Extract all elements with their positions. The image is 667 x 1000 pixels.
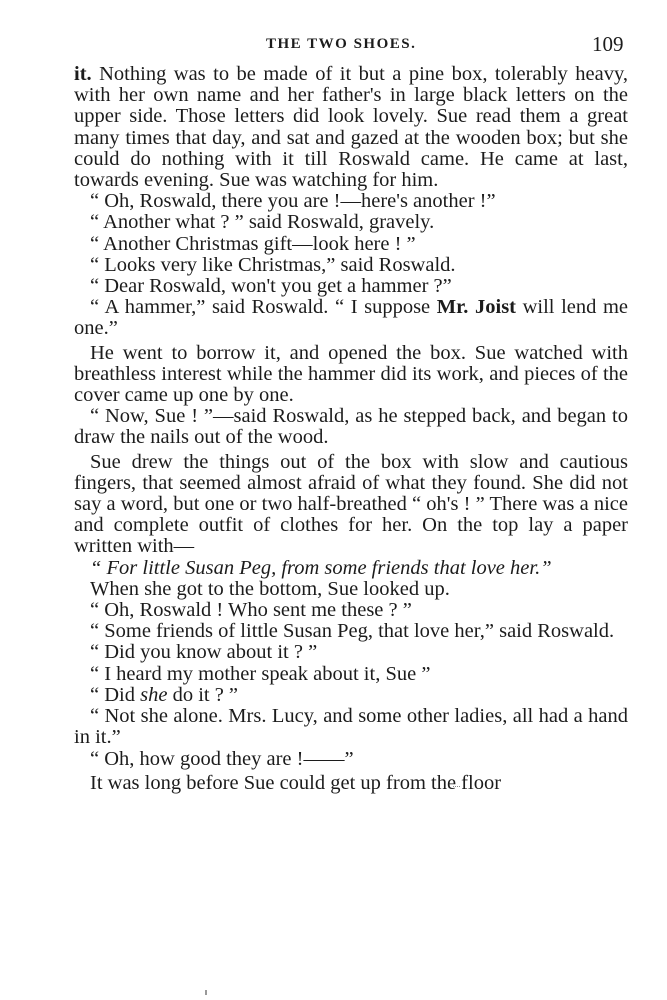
text-run: It was long before Sue could get up from the floor	[90, 771, 502, 794]
text-run: “ Not she alone. Mrs. Lucy, and some other ladies, all had a hand in it.”	[74, 705, 628, 749]
text-run: do it ? ”	[167, 683, 239, 706]
text-run: “ Oh, Roswald, there you are !—here's another !”	[90, 190, 496, 213]
paragraph	[74, 773, 628, 794]
paragraph	[74, 406, 628, 448]
bold-text: it.	[74, 63, 92, 85]
text-run: When she got to the bottom, Sue looked up.	[90, 577, 450, 600]
running-header-title: THE TWO SHOES.	[266, 36, 417, 52]
paragraph	[74, 297, 628, 339]
text-run: “ Did	[90, 683, 141, 706]
italic-text: “ For little Susan Peg, from some friends that love her.”	[90, 556, 552, 579]
italic-text: she	[140, 683, 168, 706]
page-number: 109	[592, 32, 624, 56]
paragraph	[74, 255, 628, 276]
paragraph	[74, 621, 628, 642]
paragraph	[74, 642, 628, 663]
text-run: “ Another Christmas gift—look here ! ”	[90, 232, 416, 255]
paragraph	[74, 558, 628, 579]
text-run: “ Now, Sue ! ”—said Roswald, as he stepped back, and began to draw the nails out of the wood.	[74, 405, 628, 449]
bold-text: Mr. Joist	[436, 296, 517, 319]
print-speck	[205, 990, 207, 995]
text-run: “ Oh, Roswald ! Who sent me these ? ”	[90, 599, 412, 622]
paragraph	[74, 234, 628, 255]
paragraph	[74, 191, 628, 212]
body-text	[74, 64, 628, 794]
print-speck	[453, 786, 460, 789]
paragraph	[74, 452, 628, 558]
text-run: “ Did you know about it ? ”	[90, 641, 318, 664]
text-run: He went to borrow it, and opened the box. Sue watched with breathless interest while the hammer did its work, and pieces of the cover came up one by one.	[74, 341, 628, 407]
paragraph	[74, 276, 628, 297]
text-run: “ A hammer,” said Roswald. “ I suppose	[90, 296, 437, 319]
paragraph	[74, 579, 628, 600]
text-run: Sue drew the things out of the box with slow and cautious fingers, that seemed almost afraid of what they found. She did not say a word, but one or two half-breathed “ oh's ! ” There was a nice and complete outfit of clothes for her. On the top lay a paper written with—	[74, 450, 628, 558]
paragraph	[74, 685, 628, 706]
paragraph	[74, 64, 628, 191]
text-run: “ Oh, how good they are !——”	[90, 747, 354, 770]
text-run: “ Dear Roswald, won't you get a hammer ?”	[90, 275, 452, 298]
text-run: Nothing was to be made of it but a pine box, tolerably heavy, with her own name and her father's in large black letters on the upper side. Those letters did look lovely. Sue read them a great many times that day, and sat and gazed at the wooden box; but she could do nothing with it till Roswald came. He came at last, towards evening. Sue was watching for him.	[74, 63, 628, 192]
paragraph	[74, 600, 628, 621]
paragraph	[74, 749, 628, 770]
text-run: “ Looks very like Christmas,” said Roswald.	[90, 253, 456, 276]
paragraph	[74, 664, 628, 685]
text-run: will lend me one.”	[74, 296, 628, 340]
paragraph	[74, 343, 628, 407]
text-run: “ Another what ? ” said Roswald, gravely.	[90, 211, 435, 234]
paragraph	[74, 212, 628, 233]
text-run: “ Some friends of little Susan Peg, that love her,” said Roswald.	[90, 620, 615, 643]
paragraph	[74, 706, 628, 748]
text-run: “ I heard my mother speak about it, Sue ”	[90, 662, 431, 685]
